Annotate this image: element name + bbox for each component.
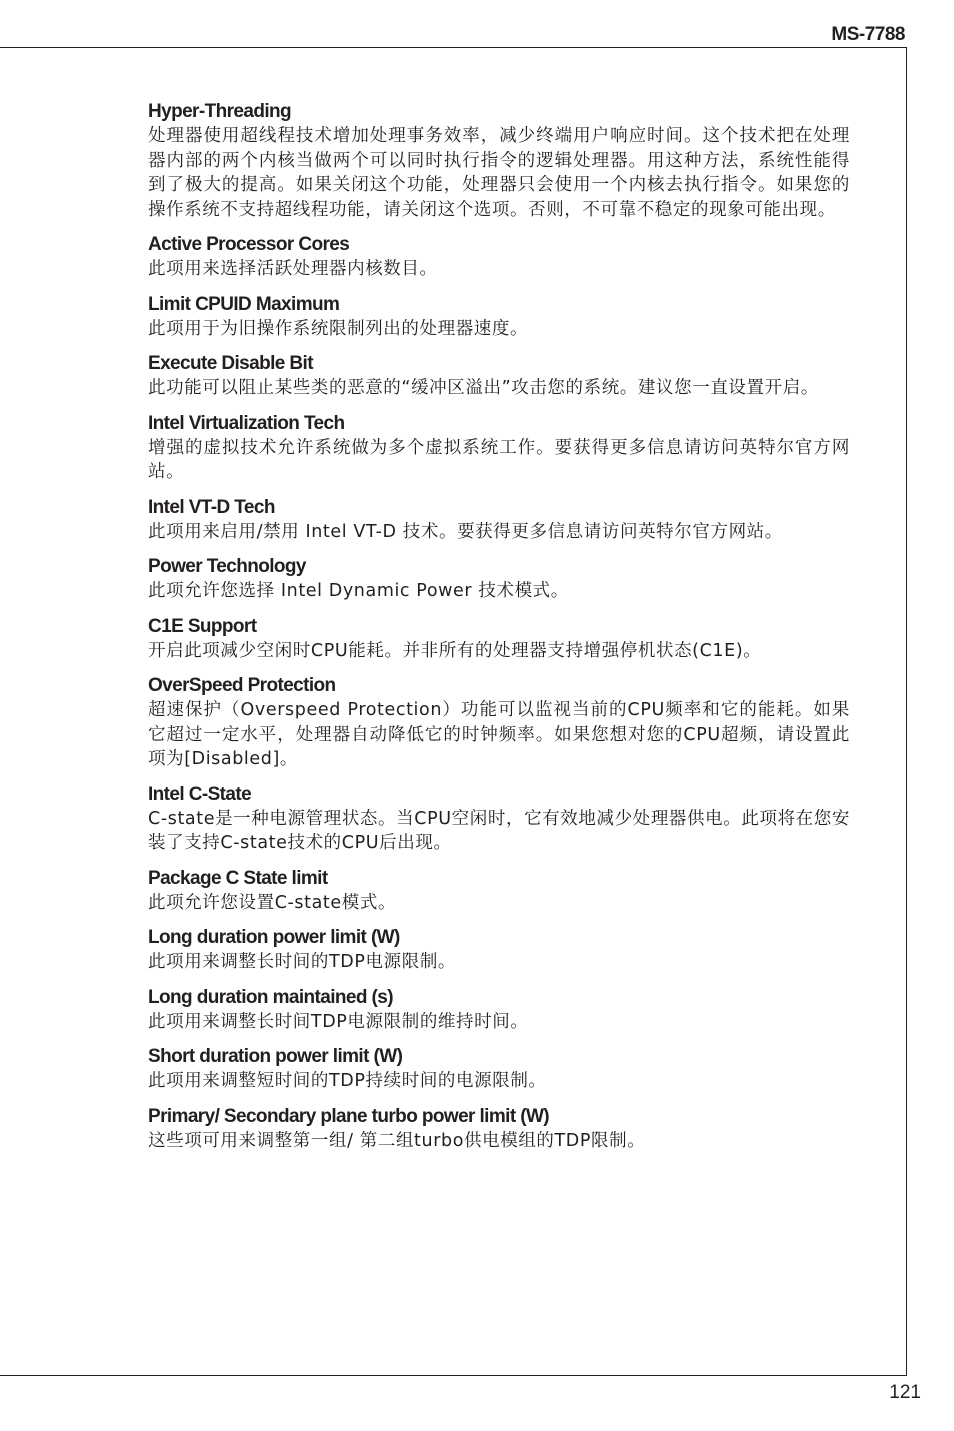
section-title: Intel C-State (148, 783, 252, 805)
section-title: OverSpeed Protection (148, 675, 336, 696)
section-package-c-state-limit (148, 867, 850, 916)
section-execute-disable-bit (148, 352, 850, 401)
page-number: 121 (889, 1382, 921, 1403)
section-body: 超速保护（Overspeed Protection）功能可以监视当前的CPU频率和它的能耗。如果它超过一定水平，处理器自动降低它的时钟频率。如果您想对您的CPU超频，请设置此项为[Disabled]。 (148, 700, 850, 769)
section-body: 此项用来调整短时间的TDP持续时间的电源限制。 (148, 1071, 547, 1091)
model-number: MS-7788 (831, 24, 905, 45)
section-hyper-threading (148, 100, 850, 222)
section-body: 处理器使用超线程技术增加处理事务效率，减少终端用户响应时间。这个技术把在处理器内部的两个内核当做两个可以同时执行指令的逻辑处理器。用这种方法，系统性能得到了极大的提高。如果关闭这个功能，处理器只会使用一个内核去执行指令。如果您的操作系统不支持超线程功能，请关闭这个选项。否则，不可靠不稳定的现象可能出现。 (148, 126, 850, 220)
section-body: 这些项可用来调整第一组/ 第二组turbo供电模组的TDP限制。 (148, 1130, 646, 1151)
section-power-technology (148, 555, 850, 604)
section-body: 增强的虚拟技术允许系统做为多个虚拟系统工作。要获得更多信息请访问英特尔官方网站。 (148, 437, 850, 482)
section-intel-virtualization-tech (148, 412, 850, 485)
section-title: C1E Support (148, 615, 257, 637)
section-overspeed-protection (148, 674, 850, 772)
section-title: Intel VT-D Tech (148, 496, 275, 518)
section-plane-turbo-power-limit (148, 1105, 850, 1154)
section-body: 此项允许您设置C-state模式。 (148, 892, 397, 913)
section-title: Short duration power limit (W) (148, 1046, 403, 1067)
section-title: Long duration maintained (s) (148, 986, 393, 1008)
section-limit-cpuid-maximum (148, 293, 850, 342)
section-long-duration-maintained (148, 986, 850, 1035)
section-body: 此功能可以阻止某些类的恶意的“缓冲区溢出”攻击您的系统。建议您一直设置开启。 (148, 378, 819, 398)
section-short-duration-power-limit (148, 1045, 850, 1094)
section-title: Primary/ Secondary plane turbo power limit (W) (148, 1105, 550, 1127)
section-body: 此项允许您选择 Intel Dynamic Power 技术模式。 (148, 581, 569, 601)
section-body: 此项用来选择活跃处理器内核数目。 (148, 259, 438, 279)
section-title: Hyper-Threading (148, 101, 292, 122)
top-rule (0, 47, 907, 48)
section-title: Execute Disable Bit (148, 353, 313, 374)
page-content (148, 100, 850, 1164)
section-title: Power Technology (148, 556, 306, 577)
section-title: Package C State limit (148, 867, 328, 889)
section-body: C-state是一种电源管理状态。当CPU空闲时，它有效地减少处理器供电。此项将在您安装了支持C-state技术的CPU后出现。 (148, 808, 850, 853)
section-body: 此项用于为旧操作系统限制列出的处理器速度。 (148, 318, 529, 339)
right-margin-rule (906, 47, 907, 1376)
section-c1e-support (148, 615, 850, 664)
section-active-processor-cores (148, 233, 850, 282)
section-long-duration-power-limit (148, 926, 850, 975)
section-title: Limit CPUID Maximum (148, 293, 340, 315)
section-intel-c-state (148, 783, 850, 856)
section-body: 开启此项减少空闲时CPU能耗。并非所有的处理器支持增强停机状态(C1E)。 (148, 640, 762, 661)
section-body: 此项用来调整长时间的TDP电源限制。 (148, 952, 457, 972)
section-title: Intel Virtualization Tech (148, 412, 345, 434)
section-intel-vt-d-tech (148, 496, 850, 545)
section-title: Active Processor Cores (148, 234, 350, 255)
bottom-rule (0, 1375, 907, 1376)
section-title: Long duration power limit (W) (148, 927, 400, 948)
section-body: 此项用来启用/禁用 Intel VT-D 技术。要获得更多信息请访问英特尔官方网站。 (148, 521, 783, 542)
section-body: 此项用来调整长时间TDP电源限制的维持时间。 (148, 1011, 529, 1032)
